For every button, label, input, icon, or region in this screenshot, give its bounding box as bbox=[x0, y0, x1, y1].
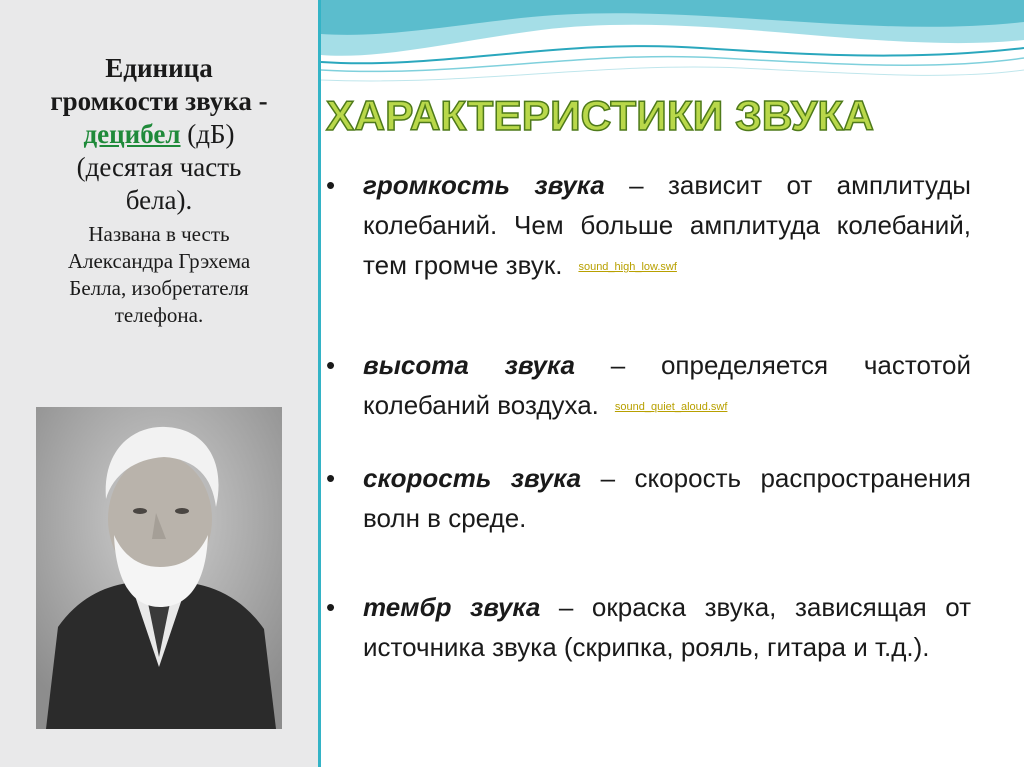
unit-heading bbox=[0, 52, 318, 217]
link-sound-quiet-aloud[interactable]: sound_quiet_aloud.swf bbox=[614, 401, 728, 414]
named-line-1: Названа в честь bbox=[88, 222, 230, 246]
term-loudness: громкость звука bbox=[363, 170, 605, 200]
term-timbre: тембр звука bbox=[363, 592, 541, 622]
list-item-speed bbox=[322, 458, 971, 538]
bullet-icon: • bbox=[326, 350, 336, 380]
named-after-text bbox=[0, 221, 318, 329]
named-line-3: Белла, изобретателя bbox=[69, 276, 249, 300]
list-item-loudness bbox=[322, 165, 971, 287]
desc-pitch: – определяется частотой колебаний воздуха. bbox=[363, 350, 971, 420]
bullet-icon: • bbox=[326, 170, 336, 200]
term-speed: скорость звука bbox=[363, 463, 582, 493]
desc-loudness: – зависит от амплитуды колебаний. Чем больше амплитуда колебаний, тем громче звук. bbox=[363, 170, 971, 280]
desc-timbre: – окраска звука, зависящая от источника звука (скрипка, рояль, гитара и т.д.). bbox=[363, 592, 971, 662]
heading-line-1: Единица bbox=[105, 53, 213, 83]
link-sound-high-low[interactable]: sound_high_low.swf bbox=[578, 261, 677, 274]
named-line-4: телефона. bbox=[114, 303, 204, 327]
named-line-2: Александра Грэхема bbox=[67, 249, 251, 273]
heading-line-4: (десятая часть bbox=[76, 152, 242, 182]
desc-speed: – скорость распространения волн в среде. bbox=[363, 463, 971, 533]
bell-portrait-image bbox=[36, 407, 282, 729]
bullet-icon: • bbox=[326, 592, 336, 622]
term-pitch: высота звука bbox=[363, 350, 575, 380]
decibel-abbr: (дБ) bbox=[180, 119, 235, 149]
heading-line-2: громкости звука - bbox=[50, 86, 268, 116]
decibel-word: децибел bbox=[83, 119, 181, 149]
heading-line-5: бела). bbox=[125, 185, 193, 215]
slide-title-text: ХАРАКТЕРИСТИКИ ЗВУКА bbox=[326, 92, 874, 139]
divider-line bbox=[318, 0, 321, 767]
bullet-icon: • bbox=[326, 463, 336, 493]
decorative-waves bbox=[321, 0, 1024, 90]
left-description bbox=[0, 52, 318, 329]
slide-title bbox=[322, 90, 942, 140]
list-item-pitch bbox=[322, 345, 971, 427]
list-item-timbre bbox=[322, 587, 971, 667]
